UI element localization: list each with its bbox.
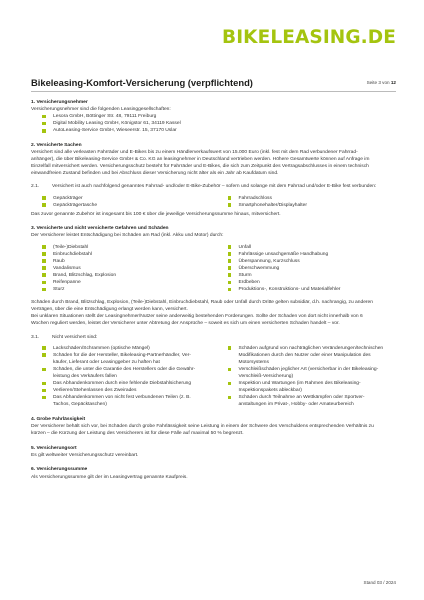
bullet-square-icon [42,353,46,357]
list-item-text: Gepäckträger [53,195,83,201]
bullet-square-icon [42,259,46,263]
paragraph: einwandfreien Zustand befinden und bei Abschluss dieser Versicherung nicht älter als ein Jahr ab Kaufdatum sind. [31,171,279,177]
list-item-text: Tachos, Gepäcktaschen) [53,402,107,408]
paragraph: kürzen – die Kürzung der Leistung des Versicherers ist für diese Fälle auf maximal 50 % begrenzt. [31,431,244,437]
page-number [367,80,396,85]
subsection-number: 3.1. [31,334,40,340]
bullet-square-icon [42,122,46,126]
list-item-text: Lesora GmbH, Böttinger Str. 48, 79111 Freiburg [53,114,157,120]
list-item [53,127,396,134]
two-column-list [31,195,396,209]
section-title: 4. Grobe Fahrlässigkeit [31,416,86,422]
list-item-text: Inspektion und Wartungen (im Rahmen des Bikeleasing- [238,381,361,387]
section-title: 5. Versicherungsort [31,445,77,451]
list-item-text: Verschleiß-Versicherung) [238,374,294,379]
paragraph: Einzelfall mitversichert werden. Versicherungsschutz besteht für Fahrräder und E-Bikes, die sich zum Zeitpunkt des Vertragsabschlusses in einem technisch [31,164,369,170]
subsection [31,334,396,341]
bullet-square-icon [42,368,46,372]
subsection-text: Nicht versichert sind: [52,334,98,340]
bullet-square-icon [42,266,46,270]
paragraph: anhänger), die über Bikeleasing-Service GmbH & Co. KG an leasingnehmer in Deutschland vertrieben werden. Höhere Gesamtwerte können auf Anfrage im [31,157,370,163]
bullet-list [31,195,211,209]
list-item [53,202,211,209]
subsection-text: Versichert ist auch nachfolgend genanntes Fahrrad- und/oder E-Bike-Zubehör – sofern und solange mit dem Fahrrad und/oder E-Bike fest verbunden: [52,184,377,190]
bullet-square-icon [42,129,46,133]
subsection [31,183,396,190]
paragraph: Bei unklaren Situationen stellt der Leasingnehmer/Nutzer seine anderweitig bestehenden Forderungen. Sollte der Schaden von dort nicht innerhalb von 6 [31,314,363,320]
bullet-square-icon [228,245,232,249]
bullet-square-icon [228,266,232,270]
list-item [239,345,397,366]
list-item-text: Sturm [238,272,252,278]
bullet-square-icon [42,382,46,386]
list-item [53,113,396,120]
document-body [31,99,396,481]
list-item-text: Schäden durch Teilnahme an Wettkämpfen oder Sportver- [238,395,365,401]
section-title: 3. Versicherte und nicht versicherte Gefahren und Schäden [31,226,169,232]
list-item [239,286,397,293]
list-item [53,380,211,387]
list-item [53,387,211,394]
section-title: 1. Versicherungsnehmer [31,100,88,105]
list-item [53,394,211,408]
bullet-list [217,195,397,209]
list-item [53,265,211,272]
list-item-text: Digital Mobility Leasing GmbH, Königstor 61, 34119 Kassel [53,121,181,127]
list-item-text: Modifikationen durch den Nutzer oder einer Manipulation des [238,352,371,358]
list-item [53,258,211,265]
bullet-square-icon [228,196,232,200]
list-item-text: Sturz [53,287,65,293]
list-item-text: Einbruchdiebstahl [53,251,92,257]
header-divider [31,91,396,92]
list-item [239,195,397,202]
list-item [53,352,211,366]
list-item-text: Schäden aufgrund von nachträglichen Veränderungen/technischen [238,345,384,351]
two-column-list [31,244,396,294]
page-prefix: Seite 3 von [366,80,390,85]
list-item-text: Überschwemmung [238,265,280,271]
list-item-text: Unfall [238,244,252,250]
list-item-text: Das Abhandenkommen von nicht fest verbundenen Teilen (z. B. [53,395,191,401]
list-item [239,279,397,286]
bullet-list [31,113,396,134]
list-item-text: Reifenpanne [53,279,81,285]
document-title: Bikeleasing-Komfort-Versicherung (verpflichtend) [31,77,253,88]
list-item [239,380,397,394]
list-item-text: Das Abhandenkommen durch eine fehlende Diebstahlsicherung [53,381,192,387]
bullet-square-icon [42,203,46,207]
paragraph: Wochen reguliert werden, leistet der Versicherer unter Abtretung der Ansprüche – soweit es sich um einen versicherten Schaden handelt – vor. [31,321,340,327]
bullet-square-icon [228,252,232,256]
document-header [31,77,396,88]
list-item [53,244,211,251]
list-item [239,272,397,279]
paragraph: Das zuvor genannte Zubehör ist insgesamt bis 100 € über die jeweilige Versicherungssumme hinaus, mitversichert. [31,211,281,217]
list-item-text: Motorsystems [238,359,269,365]
list-item-text: Smartphonehalter/Displayhalter [238,202,308,208]
paragraph: Der Versicherer leistet Entschädigung bei Schäden am Rad (inkl. Akku und Motor) durch: [31,233,224,239]
list-item [53,286,211,293]
list-item [239,251,397,258]
bullet-square-icon [228,346,232,350]
list-item-text: anstaltungen im Privat-, Hobby- oder Amateurbereich [238,402,354,408]
list-item [239,202,397,209]
bullet-square-icon [42,273,46,277]
list-item [53,366,211,380]
list-item [239,265,397,272]
list-item-text: Gepäckträgertasche [53,202,98,208]
bullet-list [217,244,397,294]
list-item-text: Fahrlässige unsachgemäße Handhabung [238,251,329,257]
bullet-square-icon [228,273,232,277]
bullet-square-icon [42,389,46,393]
bullet-square-icon [228,382,232,386]
list-item-text: leistung des Verkäufers fallen [53,374,117,379]
list-item [239,258,397,265]
list-item-text: Überspannung, Kurzschluss [238,258,300,264]
bullet-square-icon [228,281,232,285]
list-item-text: Verschleißschäden jeglicher Art (versicherbar in der Bikeleasing- [238,366,379,372]
bullet-square-icon [228,259,232,263]
list-item-text: Verlieren/Stehenlassen des Zweirades [53,388,137,394]
list-item [239,244,397,251]
bullet-square-icon [42,196,46,200]
paragraph: Versicherungsnehmer sind die folgenden Leasinggesellschaften: [31,107,171,113]
bullet-square-icon [42,115,46,119]
section-title: 6. Versicherungssumme [31,467,88,473]
bullet-square-icon [228,368,232,372]
bullet-square-icon [42,252,46,256]
bullet-square-icon [42,288,46,292]
list-item-text: käufer, Lieferant oder Leasinggeber zu haften hat [53,359,160,365]
bullet-square-icon [42,245,46,249]
footer-stand: Stand 03 / 2024 [363,580,396,585]
bullet-square-icon [42,346,46,350]
brand-logo: BIKELEASING.DE [222,27,396,48]
list-item-text: Raub [53,258,65,264]
page-total: 12 [390,80,396,85]
bullet-list [31,345,211,409]
list-item [53,272,211,279]
list-item-text: Brand, Blitzschlag, Explosion [53,272,117,278]
paragraph: Versichert sind alle verleasten Fahrräder und E-Bikes bis zu einem Händlerverkaufswert von 15.000 Euro (inkl. fest mit dem Rad verbundener Fahrrad- [31,150,358,156]
list-item [53,251,211,258]
paragraph: Es gilt weltweiter Versicherungsschutz vereinbart. [31,452,139,458]
bullet-list [31,244,211,294]
list-item-text: Inspektionspakets ableckbar) [238,388,302,394]
bullet-square-icon [228,396,232,400]
list-item-text: Produktions-, Konstruktions- und Materialfehler [238,287,341,293]
list-item-text: AutoLeasing-Service GmbH, Wieseerstr. 15, 37170 Uslar [53,128,177,134]
paragraph: Schäden durch Brand, Blitzschlag, Explosion, (Teile-)Diebstahl, Einbruchdiebstahl, Raub oder Unfall durch Dritte gelten subsidiär, d.h. nachrangig, zu anderen [31,300,373,306]
section-title: 2. Versicherte Sachen [31,142,82,148]
list-item-text: (Teile-)Diebstahl [53,244,89,250]
list-item-text: Erdbeben [238,279,260,285]
list-item [239,366,397,380]
list-item [53,345,211,352]
bullet-square-icon [228,288,232,292]
bullet-square-icon [228,203,232,207]
list-item-text: Schäden für die der Hersteller, Bikeleasing-Partnerhändler, Ver- [53,352,191,358]
list-item [239,394,397,408]
list-item-text: Lackschäden/Schrammen (optische Mängel) [53,345,150,351]
list-item [53,279,211,286]
list-item [53,195,211,202]
paragraph: Verträgen, über die eine Entschädigung erlangt werden kann, versichert. [31,307,188,313]
list-item-text: Vandalismus [53,265,81,271]
bullet-square-icon [42,281,46,285]
list-item-text: Fahrradschloss [238,195,272,201]
paragraph: Als Versicherungssumme gilt der im Leasingvertrag genannte Kaufpreis. [31,474,188,480]
list-item [53,120,396,127]
bullet-square-icon [42,396,46,400]
two-column-list [31,345,396,409]
bullet-list [217,345,397,409]
paragraph: Der Versicherer behält sich vor, bei Schäden durch grobe Fahrlässigkeit seine Leistung in einem der Schwere des Verschuldens entsprechenden Verhältnis zu [31,424,374,430]
list-item-text: Schäden, die unter die Garantie des Herstellers oder die Gewähr- [53,366,196,372]
subsection-number: 2.1. [31,184,40,190]
